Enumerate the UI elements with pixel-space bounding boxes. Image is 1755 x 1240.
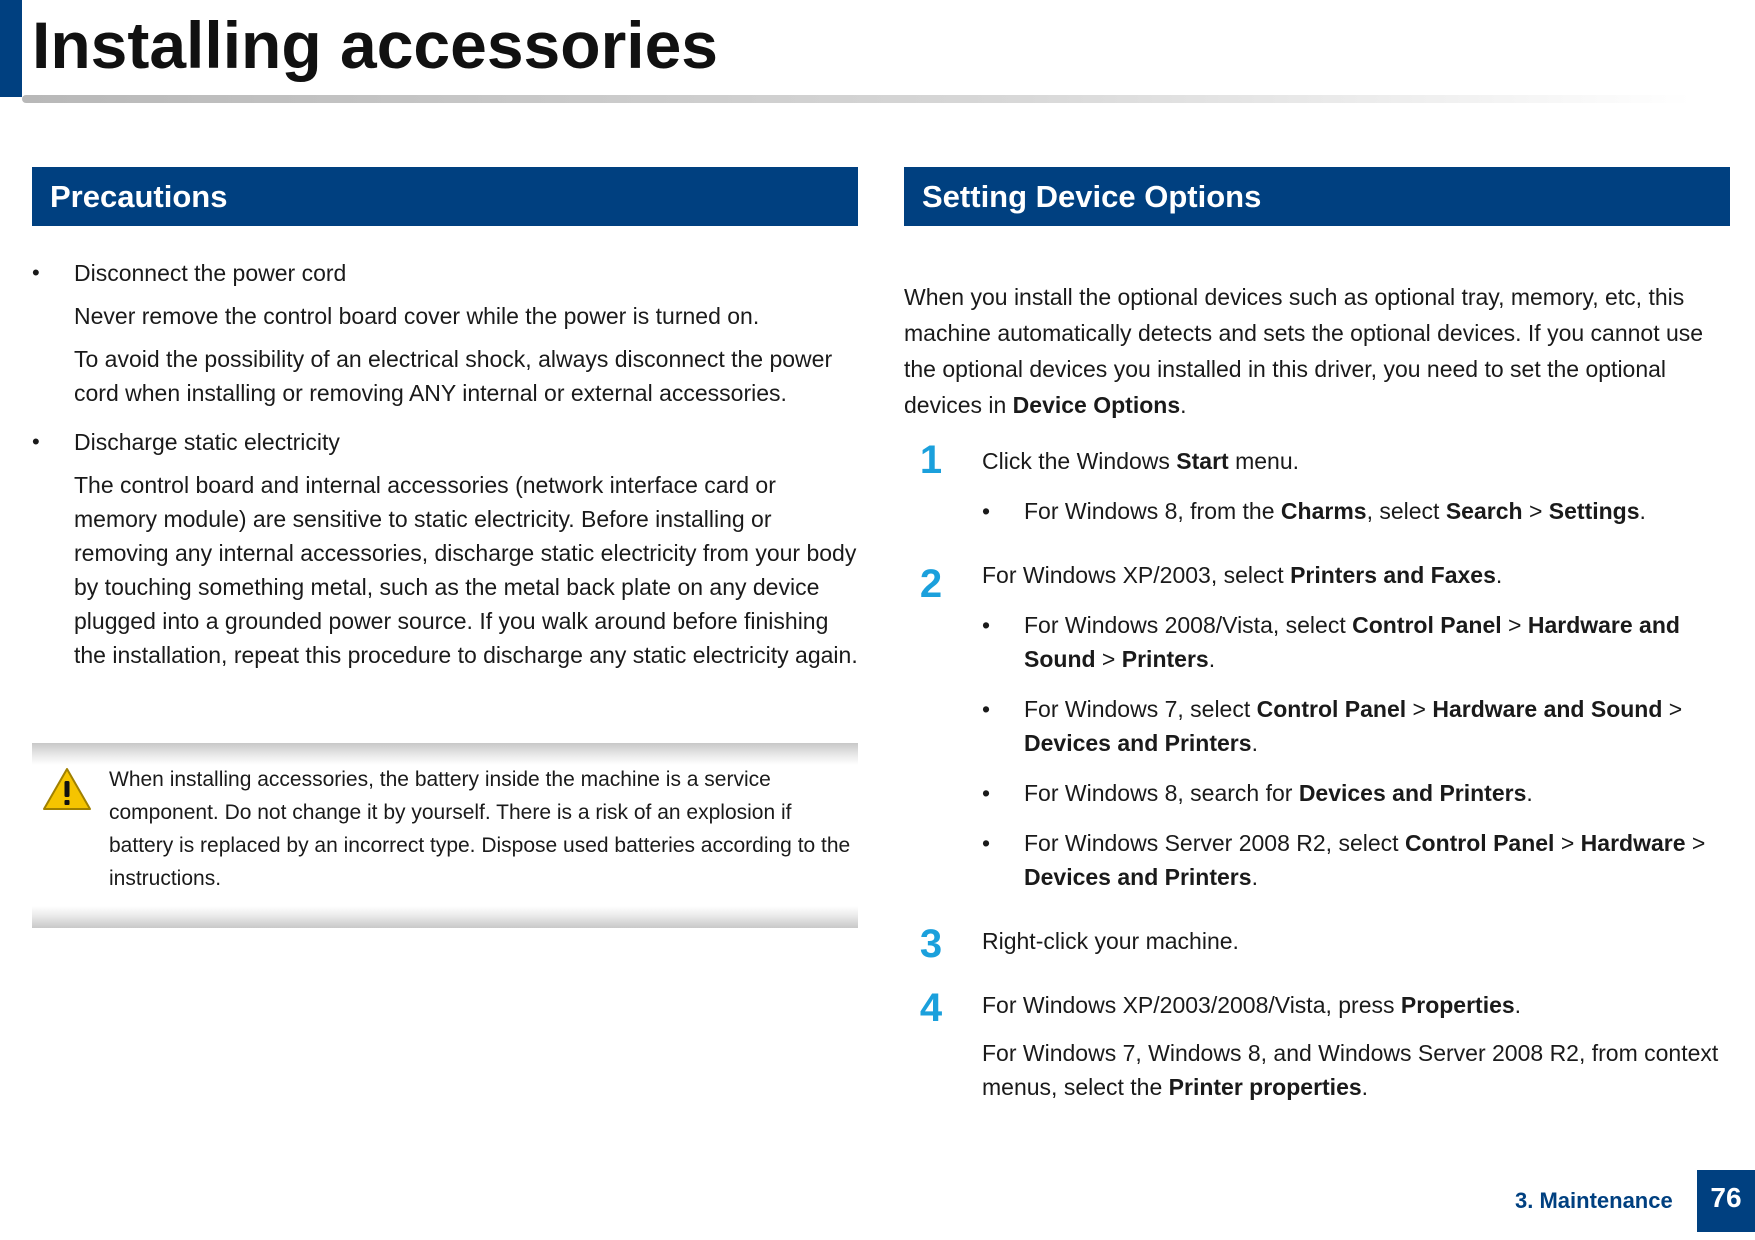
- title-accent-bar: [0, 0, 22, 97]
- step-number: 3: [919, 922, 943, 966]
- step-text: For Windows XP/2003/2008/Vista, press Properties.: [982, 992, 1522, 1018]
- device-options-heading: Setting Device Options: [904, 167, 1730, 226]
- intro-paragraph: When you install the optional devices such as optional tray, memory, etc, this machine automatically detects and sets the optional devices. If you cannot use the optional devices you installed in this driver, you need to set the optional devices in Device Options.: [904, 284, 1704, 418]
- bullet-title: Discharge static electricity: [74, 429, 340, 455]
- precautions-heading: Precautions: [32, 167, 858, 226]
- step-text: For Windows XP/2003, select Printers and Faxes.: [982, 562, 1503, 588]
- footer-chapter: 3. Maintenance: [1515, 1188, 1673, 1213]
- step-number: 2: [919, 562, 943, 606]
- notice-top-band: [32, 743, 858, 765]
- warning-notice: [32, 743, 858, 928]
- warning-text: When installing accessories, the battery inside the machine is a service component. Do not change it by yourself. There is a risk of an explosion if battery is replaced by an incorrect type. Dispose used batteries according to the instructions.: [109, 768, 851, 890]
- step-number: 4: [919, 986, 943, 1030]
- step-text: Click the Windows Start menu.: [982, 448, 1300, 474]
- paragraph: The control board and internal accessories (network interface card or memory module) are sensitive to static electricity. Before installing or removing any internal accessories, discharge static electricity from your body by touching something metal, such as the metal back plate on any device plugged into a grounded power source. If you walk around before finishing the installation, repeat this procedure to discharge any static electricity again.: [74, 472, 858, 668]
- title-divider: [22, 95, 1692, 103]
- page-title: Installing accessories: [32, 8, 719, 82]
- step-note: For Windows 7, Windows 8, and Windows Server 2008 R2, from context menus, select the Printer properties.: [982, 1040, 1719, 1100]
- notice-bottom-band: [32, 906, 858, 928]
- step-number: 1: [919, 438, 943, 482]
- paragraph: To avoid the possibility of an electrical shock, always disconnect the power cord when installing or removing ANY internal or external accessories.: [74, 346, 833, 406]
- warning-triangle-icon: [42, 767, 92, 811]
- step-text: Right-click your machine.: [982, 928, 1239, 954]
- paragraph: Never remove the control board cover while the power is turned on.: [74, 303, 760, 329]
- bullet-title: Disconnect the power cord: [74, 260, 347, 286]
- page-number: 76: [1697, 1170, 1755, 1232]
